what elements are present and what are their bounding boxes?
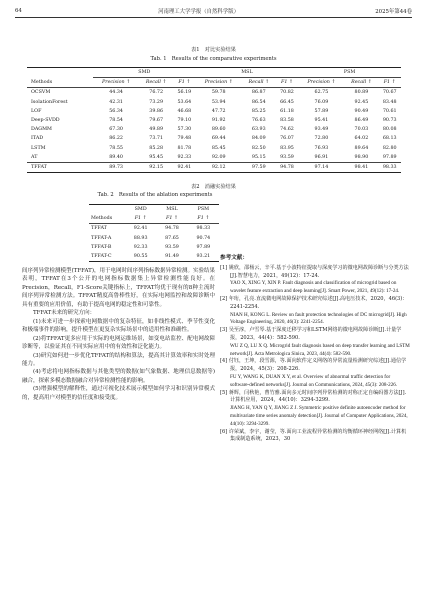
value-cell: 86.54 xyxy=(251,99,266,105)
value-cell: 91.49 xyxy=(165,254,179,260)
value-cell: 93.59 xyxy=(165,244,179,250)
method-name-cell: TFFAT-B xyxy=(91,244,112,250)
value-cell: 86.49 xyxy=(354,118,369,124)
value-cell: 87.65 xyxy=(165,235,179,241)
reference-item: [1] 姚欣，邵杨云，辛平.基于小波特征提取与深度学习的微电网故障诊断与分类方法[J].智慧电力，2021，49(12)：17-24. xyxy=(220,264,409,279)
comparative-results-table xyxy=(27,67,401,173)
value-cell: 90.49 xyxy=(354,108,369,114)
value-cell: 97.14 xyxy=(314,164,329,170)
table-row xyxy=(27,162,401,172)
value-cell: 57.89 xyxy=(314,108,329,114)
method-name-cell: LSTM xyxy=(31,145,46,151)
running-header xyxy=(15,6,412,16)
header-rule xyxy=(15,17,412,18)
table2-dataset-header: PSM xyxy=(197,207,210,213)
table2-method-header: Methods xyxy=(91,216,113,222)
future-work-intro: TFFAT未来的研究方向： xyxy=(33,310,96,317)
value-cell: 95.15 xyxy=(251,154,266,160)
table1-metric-row xyxy=(27,78,401,88)
method-name-cell: TFFAT-A xyxy=(91,235,112,241)
reference-item-translation: WU Z Q, LU X Q. Microgrid fault diagnosis based on deep transfer learning and LSTM network[J]. Acta Metrologica Sinica, 2023, 44(4): 582-590. xyxy=(230,342,410,357)
table2-metric-header: F1 ↑ xyxy=(134,216,147,222)
method-name-cell: LOF xyxy=(31,108,42,114)
value-cell: 89.60 xyxy=(211,127,226,133)
value-cell: 97.89 xyxy=(382,154,397,160)
table-row xyxy=(27,134,401,143)
value-cell: 69.44 xyxy=(211,136,226,142)
method-name-cell: DAGMM xyxy=(31,127,52,133)
value-cell: 61.18 xyxy=(280,108,294,114)
reference-list xyxy=(220,265,410,444)
value-cell: 44.34 xyxy=(109,90,123,96)
reference-item: [3] 吴至淳，卢雪琴.基于深度迁移学习和LSTM网络的微电网故障诊断[J].计量学报，2023，44(4)：582-590. xyxy=(220,327,402,341)
value-cell: 66.45 xyxy=(280,99,294,105)
ablation-results-table xyxy=(89,204,219,262)
value-cell: 42.31 xyxy=(109,99,123,105)
table-row xyxy=(27,98,401,107)
value-cell: 79.48 xyxy=(177,136,192,142)
value-cell: 78.55 xyxy=(109,145,123,151)
volume-info: 2025年第44卷 xyxy=(375,9,412,15)
table2-dataset-header: SMD xyxy=(134,207,147,213)
reference-item-translation: NIAN H, KONG L. Review on fault protection technologies of DC microgrid[J]. High Voltage Engineering, 2020, 46(3): 2241-2254. xyxy=(230,311,407,326)
reference-item-translation: JIANG H, YAN Q Y, JIANG Z J. Symmetric positive definite autoencoder method for multivariate time series anomaly detection[J]. Journal of Computer Applications, 2024, 44(10): 3294-3299. xyxy=(230,405,408,427)
value-cell: 95.41 xyxy=(314,118,329,124)
table1-caption-en: Tab. 1 Results of the comparative experiments xyxy=(150,56,277,62)
reference-item-translation: YAO X, XING Y, XIN P. Fault diagnosis and classification of microgrid based on wavelet feature extraction and deep learning[J]. Smart Power, 2021, 49(12): 17-24. xyxy=(230,280,400,295)
value-cell: 47.72 xyxy=(211,108,226,114)
reference-item: [2] 年珩，孔亮.直流微电网故障保护技术研究综述[J].高电压技术，2020，46(3)：2241-2254. xyxy=(220,295,408,310)
value-cell: 92.33 xyxy=(133,244,148,250)
value-cell: 83.48 xyxy=(382,99,397,105)
value-cell: 59.78 xyxy=(211,90,226,96)
value-cell: 62.75 xyxy=(314,90,329,96)
value-cell: 49.89 xyxy=(149,127,163,133)
value-cell: 83.58 xyxy=(280,118,294,124)
table1-blank-cell xyxy=(27,68,93,78)
table2-metric-header: F1 ↑ xyxy=(197,216,210,222)
value-cell: 76.63 xyxy=(251,118,266,124)
value-cell: 82.80 xyxy=(382,145,397,151)
value-cell: 93.21 xyxy=(196,254,211,260)
reference-item: [5] 蒋辉，闫秋艳，曹竹雅.面向多元时间序列异常检测的对称正定自编码器方法[J].计算机应用，2024，44(10)：3294-3299. xyxy=(220,389,407,404)
references-title: 参考文献： xyxy=(220,255,248,261)
table1-dataset-header: MSL xyxy=(196,68,299,78)
method-name-cell: TFFAT xyxy=(31,164,47,170)
value-cell: 94.78 xyxy=(165,226,179,232)
table1-dataset-row xyxy=(27,68,401,78)
value-cell: 85.25 xyxy=(251,108,266,114)
value-cell: 92.41 xyxy=(133,226,148,232)
journal-name: 河南理工大学学报（自然科学版） xyxy=(158,9,239,15)
value-cell: 98.33 xyxy=(196,226,211,232)
value-cell: 93.59 xyxy=(280,154,294,160)
value-cell: 90.73 xyxy=(382,118,397,124)
table2-metric-header: F1 ↑ xyxy=(166,216,178,222)
value-cell: 81.78 xyxy=(177,145,192,151)
table1-metric-header: Recall ↑ xyxy=(351,80,372,86)
method-name-cell: TFFAT xyxy=(91,226,107,232)
value-cell: 97.89 xyxy=(196,244,211,250)
value-cell: 76.72 xyxy=(149,90,163,96)
value-cell: 70.61 xyxy=(382,108,397,114)
value-cell: 88.93 xyxy=(133,235,148,241)
value-cell: 84.09 xyxy=(251,136,266,142)
value-cell: 95.45 xyxy=(149,154,163,160)
table1-body xyxy=(27,88,401,173)
table-row xyxy=(89,224,219,234)
value-cell: 64.02 xyxy=(354,136,369,142)
table-row xyxy=(27,107,401,116)
value-cell: 85.45 xyxy=(211,145,226,151)
table2-caption-en: Tab. 2 Results of the ablation experiments xyxy=(97,192,213,198)
value-cell: 82.50 xyxy=(251,145,266,151)
table2-body xyxy=(89,224,219,262)
value-cell: 92.09 xyxy=(211,154,226,160)
body-text-column xyxy=(22,267,215,402)
value-cell: 56.19 xyxy=(177,90,192,96)
value-cell: 70.82 xyxy=(280,90,294,96)
value-cell: 79.67 xyxy=(149,118,163,124)
value-cell: 76.09 xyxy=(314,99,329,105)
value-cell: 63.93 xyxy=(251,127,266,133)
method-name-cell: IsolationForest xyxy=(31,99,68,105)
table2-metric-row xyxy=(89,214,219,224)
value-cell: 86.22 xyxy=(109,136,123,142)
reference-item: [4] 付钰，王坤，段雪源，等.面向软件定义网络的异常流量检测研究综述[J].通信学报，2024，45(3)：208-226. xyxy=(220,358,407,373)
table-row xyxy=(27,125,401,134)
table-row xyxy=(27,116,401,125)
value-cell: 96.91 xyxy=(314,154,329,160)
value-cell: 74.62 xyxy=(280,127,294,133)
value-cell: 93.49 xyxy=(314,127,329,133)
value-cell: 79.10 xyxy=(177,118,192,124)
value-cell: 92.41 xyxy=(177,164,192,170)
value-cell: 86.87 xyxy=(251,90,266,96)
value-cell: 89.73 xyxy=(109,164,123,170)
page-number: 64 xyxy=(15,8,22,14)
table-row xyxy=(89,243,219,252)
future-work-item: (2)将TFFAT更多应用于实际的电网运维场景，如变电站监控、配电网故障诊断等，以验证其在不同实际应用中的有效性和泛化能力。 xyxy=(22,335,215,351)
value-cell: 89.64 xyxy=(354,145,369,151)
value-cell: 73.29 xyxy=(149,99,163,105)
value-cell: 98.41 xyxy=(354,164,369,170)
method-name-cell: Deep-SVDD xyxy=(31,118,60,124)
value-cell: 92.12 xyxy=(211,164,226,170)
table1-metric-header: F1 ↑ xyxy=(281,80,293,86)
value-cell: 90.55 xyxy=(133,254,148,260)
future-work-item: (3)研究如何进一步优化TFFAT的结构和算法，提高其计算效率和实时处理能力。 xyxy=(22,352,215,367)
method-name-cell: OCSVM xyxy=(31,90,51,96)
table1-metric-header: F1 ↑ xyxy=(178,80,191,86)
value-cell: 94.78 xyxy=(280,164,294,170)
table1-metric-header: Recall ↑ xyxy=(145,80,167,86)
table2-blank-cell xyxy=(89,205,125,215)
table1-metric-header: Precision ↑ xyxy=(307,80,336,86)
future-work-item: (5)增强模型的解释性，通过可视化技术展示模型如何学习和识别异常模式的，提高用户对模型的信任度和接受度。 xyxy=(22,386,215,401)
value-cell: 98.90 xyxy=(354,154,369,160)
future-work-item: (1)未来可进一步探索电网数据中的复杂特征，如非线性模式、季节性变化和极端事件的影响，提升模型在更复杂实际场景中的适用性和准确性。 xyxy=(22,318,215,334)
value-cell: 73.71 xyxy=(149,136,163,142)
value-cell: 70.67 xyxy=(382,90,397,96)
table1-metric-header: Precision ↑ xyxy=(102,80,131,86)
table-row xyxy=(89,252,219,262)
value-cell: 53.64 xyxy=(177,99,192,105)
value-cell: 39.86 xyxy=(149,108,163,114)
future-work-item: (4)考虑将电网指标数据与其他类型的数据(如气象数据、地理信息数据等)融合，探索多模态数据融合对异常检测性能的影响。 xyxy=(22,369,215,384)
table-row xyxy=(27,88,401,98)
table1-metric-header: F1 ↑ xyxy=(383,80,396,86)
method-name-cell: AT xyxy=(31,154,38,160)
reference-item: [6] 许荣斌，李宇，谢莹，等.面向工业流程异常检测的均衡循环神经网络[J].计算机集成制造系统，2023，30 xyxy=(220,428,407,443)
value-cell: 97.59 xyxy=(251,164,266,170)
value-cell: 70.03 xyxy=(354,127,369,133)
method-name-cell: ITAD xyxy=(31,136,44,142)
table1-dataset-header: PSM xyxy=(298,68,401,78)
table-row xyxy=(27,144,401,153)
table1-metric-header: Recall ↑ xyxy=(248,80,270,86)
table1-dataset-header: SMD xyxy=(93,68,196,78)
value-cell: 90.74 xyxy=(196,235,211,241)
method-name-cell: TFFAT-C xyxy=(91,254,112,260)
table2-dataset-row xyxy=(89,205,219,215)
value-cell: 57.30 xyxy=(177,127,192,133)
value-cell: 89.40 xyxy=(109,154,123,160)
value-cell: 80.08 xyxy=(382,127,397,133)
value-cell: 76.07 xyxy=(280,136,294,142)
value-cell: 98.33 xyxy=(382,164,397,170)
value-cell: 92.45 xyxy=(354,99,369,105)
value-cell: 80.89 xyxy=(354,90,369,96)
table2-dataset-header: MSL xyxy=(166,207,178,213)
table1-caption-cn: 表1 对比实验结果 xyxy=(191,47,236,53)
value-cell: 76.93 xyxy=(314,145,329,151)
value-cell: 46.68 xyxy=(177,108,192,114)
table1-method-header: Methods xyxy=(31,80,53,86)
value-cell: 72.80 xyxy=(314,136,329,142)
value-cell: 56.34 xyxy=(109,108,123,114)
value-cell: 68.13 xyxy=(382,136,397,142)
references-column xyxy=(220,255,410,444)
conclusion-paragraph: 间序列异常检测模型(TFFAT)，用于电网时间序列指标数据异常检测。实验结果表明，TFFAT在3个公开的电网指标数据集上异常检测性能良好。在Precision，Recall，F1-Score关键指标上，TFFAT均优于现有的8种主流时间序列异常检测方法。TFFAT精度高鲁棒性好，在实际电网监控和故障诊断中具有重要的应用价值，有助于提高电网的稳定性和可靠性。 xyxy=(22,268,215,308)
table-row xyxy=(27,153,401,163)
value-cell: 53.94 xyxy=(211,99,226,105)
table-row xyxy=(89,234,219,243)
reference-item-translation: FU Y, WANG K, DUAN X Y, et al. Overview of abnormal traffic detection for software-defined networks[J]. Journal on Communications, 2024, 45(3): 208-226. xyxy=(230,373,398,388)
table1-metric-header: Precision ↑ xyxy=(204,80,233,86)
value-cell: 92.33 xyxy=(177,154,192,160)
value-cell: 83.95 xyxy=(280,145,294,151)
value-cell: 91.92 xyxy=(211,118,226,124)
table2-caption-cn: 表2 消融实验结果 xyxy=(191,184,236,190)
value-cell: 67.30 xyxy=(109,127,123,133)
value-cell: 92.15 xyxy=(149,164,163,170)
value-cell: 85.28 xyxy=(149,145,163,151)
value-cell: 78.54 xyxy=(109,118,123,124)
